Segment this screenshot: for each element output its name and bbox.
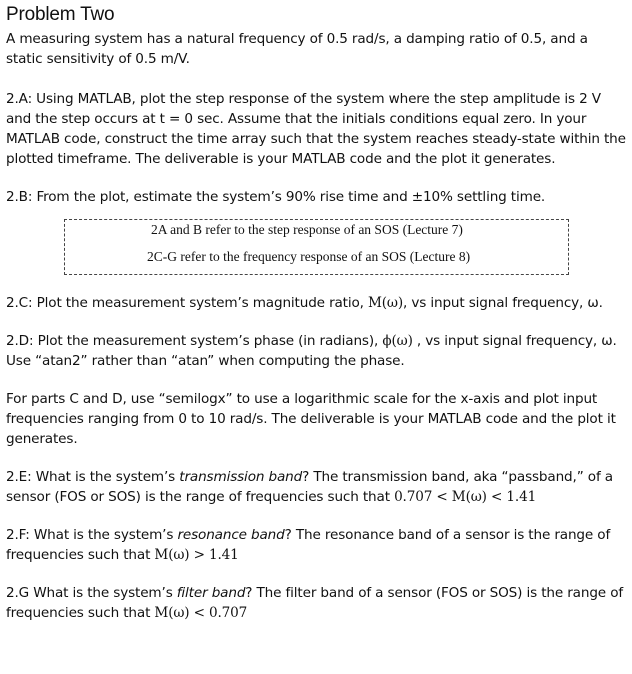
part-2d-line2: Use “atan2” rather than “atan” when computing the phase.	[6, 353, 405, 369]
part-2c-text-end: , vs input signal frequency, ω.	[403, 295, 603, 311]
part-2c-paragraph	[6, 293, 626, 313]
part-2f-text: 2.F: What is the system’s	[6, 527, 178, 543]
note-line-2: 2C-G refer to the frequency response of an SOS (Lecture 8)	[147, 249, 471, 264]
filter-band-math: M(ω) < 0.707	[154, 605, 248, 621]
part-2e-text: 2.E: What is the system’s	[6, 469, 180, 485]
resonance-band-term: resonance band	[177, 527, 285, 543]
part-2d-text: 2.D: Plot the measurement system’s phase (in radians),	[6, 333, 383, 349]
part-2e-text-mid: ? The transmission band, aka “passband,” of a sensor (FOS or SOS) is the range of frequencies such that	[6, 469, 613, 505]
part-2f-paragraph	[6, 525, 626, 565]
part-2c-text: 2.C: Plot the measurement system’s magnitude ratio,	[6, 295, 368, 311]
page-title: Problem Two	[6, 4, 115, 25]
part-2b-paragraph: 2.B: From the plot, estimate the system’s 90% rise time and ±10% settling time.	[6, 189, 546, 205]
resonance-band-math: M(ω) > 1.41	[154, 547, 239, 563]
part-2g-paragraph	[6, 583, 626, 623]
problem-document	[6, 4, 626, 623]
part-2g-text-mid: ? The filter band of a sensor (FOS or SOS) is the range of frequencies such that	[6, 585, 623, 621]
part-2d-text-end: , vs input signal frequency, ω.	[412, 333, 617, 349]
part-2a-paragraph: 2.A: Using MATLAB, plot the step response of the system where the step amplitude is 2 V and the step occurs at t = 0 sec. Assume that the initials conditions equal zero. In your MATLAB code, construct the time array such that the system reaches steady-state within the plotted timeframe. The deliverable is your MATLAB code and the plot it generates.	[6, 91, 626, 167]
magnitude-ratio-math: M(ω)	[368, 295, 404, 311]
transmission-band-term: transmission band	[179, 469, 303, 485]
lecture-note-box	[64, 219, 569, 275]
part-2d-paragraph	[6, 331, 626, 371]
note-line-1: 2A and B refer to the step response of an SOS (Lecture 7)	[151, 222, 463, 237]
phase-math: ϕ(ω)	[382, 333, 413, 349]
filter-band-term: filter band	[176, 585, 246, 601]
part-2e-paragraph	[6, 467, 626, 507]
part-2g-text: 2.G What is the system’s	[6, 585, 177, 601]
parts-cd-note-paragraph: For parts C and D, use “semilogx” to use a logarithmic scale for the x-axis and plot input frequencies ranging from 0 to 10 rad/s. The deliverable is your MATLAB code and the plot it generates.	[6, 391, 616, 447]
transmission-band-math: 0.707 < M(ω) < 1.41	[394, 489, 537, 505]
intro-paragraph: A measuring system has a natural frequency of 0.5 rad/s, a damping ratio of 0.5, and a static sensitivity of 0.5 m/V.	[6, 31, 588, 67]
part-2f-text-mid: ? The resonance band of a sensor is the range of frequencies such that	[6, 527, 611, 563]
